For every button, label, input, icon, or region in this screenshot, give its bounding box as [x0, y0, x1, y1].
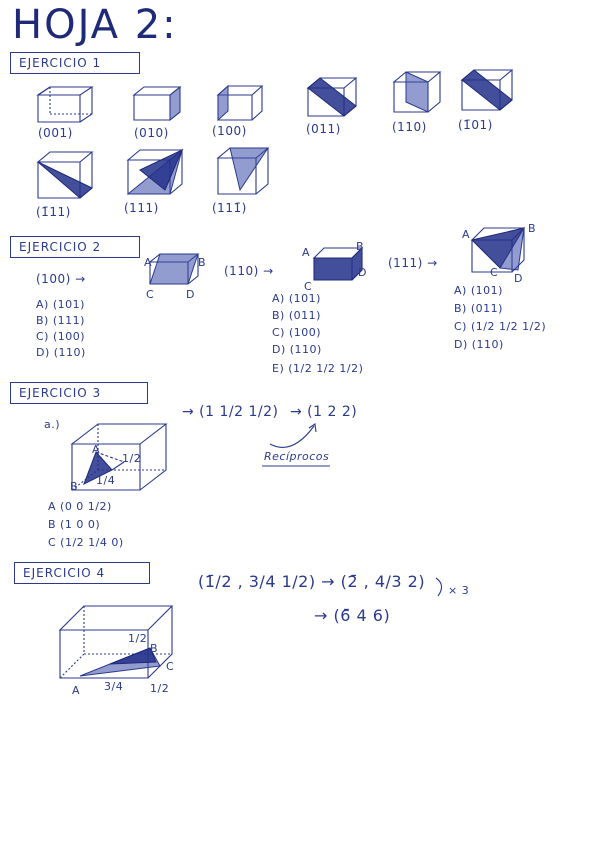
- ej4-cube-label-half-top: 1/2: [128, 632, 148, 645]
- page-title: HOJA 2:: [12, 2, 178, 48]
- ej2-g3-vertex-a: A: [462, 228, 471, 241]
- section-header-ejercicio-3: EJERCICIO 3: [10, 382, 148, 404]
- ej3-cube-label-half: 1/2: [122, 452, 142, 465]
- ej2-g3-vertex-c: C: [490, 266, 499, 279]
- ej3-cube: [72, 424, 166, 490]
- section-header-ejercicio-1: EJERCICIO 1: [10, 52, 140, 74]
- ej2-g1-vertex-a: A: [144, 256, 153, 269]
- ej4-expr-2: → (6̄ 4 6): [314, 606, 391, 625]
- ej1-label-011: (011): [306, 122, 341, 136]
- ej2-g1-answer-b: B) (111): [36, 314, 85, 327]
- ej1-label-110: (110): [392, 120, 427, 134]
- ej2-g2-vertex-b: B: [356, 240, 365, 253]
- ej2-g3-answer-b: B) (011): [454, 302, 503, 315]
- ej2-g2-answer-e: E) (1/2 1/2 1/2): [272, 362, 364, 375]
- ej2-g3-vertex-b: B: [528, 222, 537, 235]
- ej4-expr-1: (1̄/2 , 3/4 1/2) → (2̄ , 4/3 2): [198, 572, 426, 591]
- ej1-label-100: (100): [212, 124, 247, 138]
- ej2-g1-answer-a: A) (101): [36, 298, 85, 311]
- ej3-part-label: a.): [44, 418, 61, 431]
- ej4-cube-label-a: A: [72, 684, 81, 697]
- ej2-g2-answer-c: C) (100): [272, 326, 322, 339]
- ej2-cube-110: [314, 248, 362, 280]
- ej3-curved-arrow: [270, 426, 314, 447]
- ej2-g2-vertex-c: C: [304, 280, 313, 293]
- cube-1bar11: [38, 152, 92, 198]
- ej4-multiplier: × 3: [448, 584, 470, 597]
- ej2-g1-vertex-c: C: [146, 288, 155, 301]
- section-header-ejercicio-4: EJERCICIO 4: [14, 562, 150, 584]
- ej3-chain-1: → (1 1/2 1/2): [182, 404, 279, 420]
- cube-1bar01: [462, 70, 512, 110]
- ej2-g2-answer-d: D) (110): [272, 343, 322, 356]
- ej2-g2-vertex-d: D: [358, 266, 367, 279]
- cube-111bar: [218, 148, 268, 194]
- ej2-g3-vertex-d: D: [514, 272, 523, 285]
- ej2-g3-answer-d: D) (110): [454, 338, 504, 351]
- cube-011: [308, 78, 356, 116]
- ej3-point-a: A (0 0 1/2): [48, 500, 112, 513]
- ej3-cube-label-a: A: [92, 443, 101, 456]
- ej2-g2-answer-b: B) (011): [272, 309, 321, 322]
- ej4-brace: [436, 578, 442, 596]
- ej2-given-111: (111) →: [388, 256, 438, 270]
- ej2-g1-answer-c: C) (100): [36, 330, 86, 343]
- ej2-g2-answer-a: A) (101): [272, 292, 321, 305]
- ej4-cube-label-c: C: [166, 660, 175, 673]
- ej3-cube-label-quarter: 1/4: [96, 474, 116, 487]
- ej3-cube-label-b: B: [70, 480, 79, 493]
- ej1-label-111: (111): [124, 201, 159, 215]
- ej3-point-b: B (1 0 0): [48, 518, 101, 531]
- ej3-point-c: C (1/2 1/4 0): [48, 536, 124, 549]
- ej1-label-010: (010): [134, 126, 169, 140]
- ej2-g1-answer-d: D) (110): [36, 346, 86, 359]
- ej2-g3-answer-c: C) (1/2 1/2 1/2): [454, 320, 547, 333]
- cube-111: [128, 150, 182, 194]
- ej2-given-110: (110) →: [224, 264, 274, 278]
- cube-010: [134, 87, 180, 120]
- ej2-cube-100: [150, 254, 198, 284]
- ej2-g1-vertex-d: D: [186, 288, 195, 301]
- ej1-label-111bar: (111̄): [212, 201, 247, 215]
- ej3-reciprocos-note: Recíprocos: [264, 450, 330, 463]
- ej4-cube-label-three-quarters: 3/4: [104, 680, 124, 693]
- ej2-g3-answer-a: A) (101): [454, 284, 503, 297]
- ej2-g1-vertex-b: B: [198, 256, 207, 269]
- cube-110: [394, 72, 440, 112]
- ej3-chain-2: → (1 2 2): [290, 404, 358, 420]
- ej4-cube-label-half-bottom: 1/2: [150, 682, 170, 695]
- ej1-label-1bar01: (1̄01): [458, 118, 493, 132]
- cube-100: [218, 86, 262, 120]
- ej4-cube-label-b: B: [150, 642, 159, 655]
- section-header-ejercicio-2: EJERCICIO 2: [10, 236, 140, 258]
- ej2-given-100: (100) →: [36, 272, 86, 286]
- ej1-label-001: (001): [38, 126, 73, 140]
- cube-001: [38, 87, 92, 122]
- ej2-g2-vertex-a: A: [302, 246, 311, 259]
- ej1-label-1bar11: (1̄11): [36, 205, 71, 219]
